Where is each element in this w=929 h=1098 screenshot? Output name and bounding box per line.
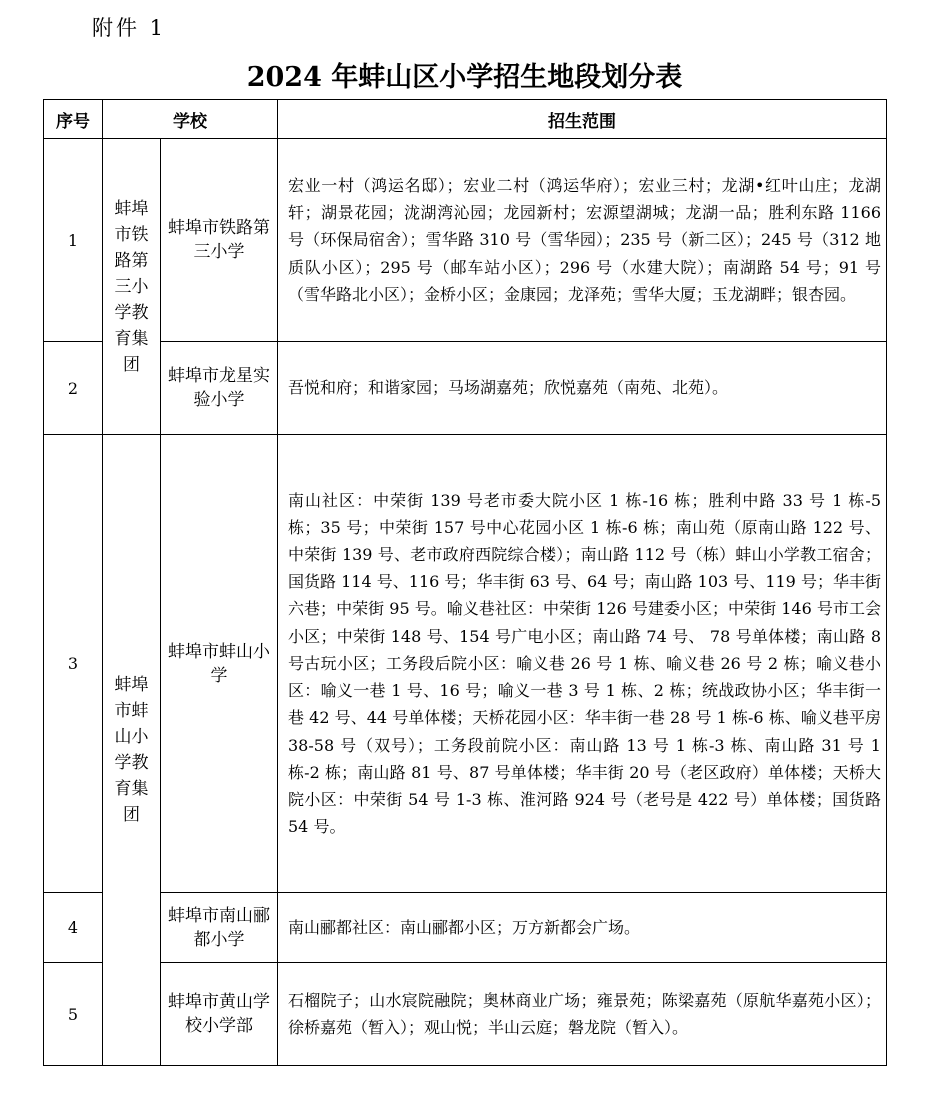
page-title: 2024 年蚌山区小学招生地段划分表 <box>246 62 683 93</box>
header-school: 学校 <box>103 100 278 139</box>
school-name-text: 蚌埠市龙星实验小学 <box>168 366 270 410</box>
school-name-text: 蚌埠市南山郦都小学 <box>168 905 270 950</box>
header-index: 序号 <box>44 100 103 139</box>
school-name-text: 蚌埠市铁路第三小学 <box>168 218 270 262</box>
school-name <box>161 435 278 893</box>
school-name <box>161 139 278 342</box>
table-header-row <box>44 100 887 139</box>
enrollment-range <box>278 893 887 963</box>
school-group-name: 蚌埠市蚌山小学教育集团 <box>114 675 149 825</box>
enrollment-zone-table <box>43 99 887 1066</box>
row-index: 3 <box>44 435 103 893</box>
table-row <box>44 342 887 435</box>
enrollment-range-text: 南山郦都社区：南山郦都小区；万方新都会广场。 <box>288 917 641 937</box>
attachment-label: 附件 1 <box>92 16 167 40</box>
school-group-name: 蚌埠市铁路第三小学教育集团 <box>114 198 149 375</box>
enrollment-range-text: 吾悦和府；和谐家园；马场湖嘉苑；欣悦嘉苑（南苑、北苑）。 <box>288 378 729 398</box>
school-name-text: 蚌埠市蚌山小学 <box>168 641 270 686</box>
table-row <box>44 139 887 342</box>
table-row <box>44 435 887 893</box>
row-index: 5 <box>44 963 103 1066</box>
row-index: 4 <box>44 893 103 963</box>
enrollment-range <box>278 963 887 1066</box>
school-name <box>161 893 278 963</box>
school-name <box>161 342 278 435</box>
school-name <box>161 963 278 1066</box>
enrollment-range <box>278 435 887 893</box>
header-range: 招生范围 <box>278 100 887 139</box>
table-row <box>44 963 887 1066</box>
enrollment-range-text: 南山社区：中荣街 139 号老市委大院小区 1 栋-16 栋；胜利中路 33 号 1 栋-5 栋；35 号；中荣街 157 号中心花园小区 1 栋-6 栋；南山苑（原南山路 122 号、中荣街 139 号、老市政府西院综合楼）；南山路 112 号（栋）蚌山小学教工宿舍；国货路 114 号、116 号；华丰街 63 号、64 号；南山路 103 号、119 号；华丰街六巷；中荣街 95 号。喻义巷社区：中荣街 126 号建委小区；中荣街 146 号市工会小区；中荣街 148 号、154 号广电小区；南山路 74 号、 78 号单体楼；南山路 8 号古玩小区；工务段后院小区：喻义巷 26 号 1 栋、喻义巷 26 号 2 栋；喻义巷小区：喻义一巷 1 号、16 号；喻义一巷 3 号 1 栋、2 栋；统战政协小区；华丰街一巷 42 号、44 号单体楼；天桥花园小区：华丰街一巷 28 号 1 栋-6 栋、喻义巷平房 38-58 号（双号）；工务段前院小区：南山路 13 号 1 栋-3 栋、南山路 31 号 1 栋-2 栋；南山路 81 号、87 号单体楼；华丰街 20 号（老区政府）单体楼；天桥大院小区：中荣街 54 号 1-3 栋、淮河路 924 号（老号是 422 号）单体楼；国货路 54 号。 <box>288 490 881 837</box>
enrollment-range-text: 石榴院子；山水宸院融院；奥林商业广场；雍景苑；陈梁嘉苑（原航华嘉苑小区）；徐桥嘉苑（暂入）；观山悦；半山云庭；磐龙院（暂入）。 <box>288 990 881 1037</box>
table-row <box>44 893 887 963</box>
school-name-text: 蚌埠市黄山学校小学部 <box>168 992 270 1036</box>
enrollment-range <box>278 139 887 342</box>
enrollment-range <box>278 342 887 435</box>
school-group <box>103 139 161 435</box>
enrollment-range-text: 宏业一村（鸿运名邸）；宏业二村（鸿运华府）；宏业三村；龙湖•红叶山庄；龙湖轩；湖景花园；泷湖湾沁园；龙园新村；宏源望湖城；龙湖一品；胜利东路 1166 号（环保局宿舍）；雪华路 310 号（雪华园）；235 号（新二区）；245 号（312 地质队小区）；295 号（邮车站小区）；296 号（水建大院）；南湖路 54 号；91 号（雪华路北小区）；金桥小区；金康园；龙泽苑；雪华大厦；玉龙湖畔；银杏园。 <box>288 175 881 304</box>
row-index: 1 <box>44 139 103 342</box>
row-index: 2 <box>44 342 103 435</box>
school-group <box>103 435 161 1066</box>
